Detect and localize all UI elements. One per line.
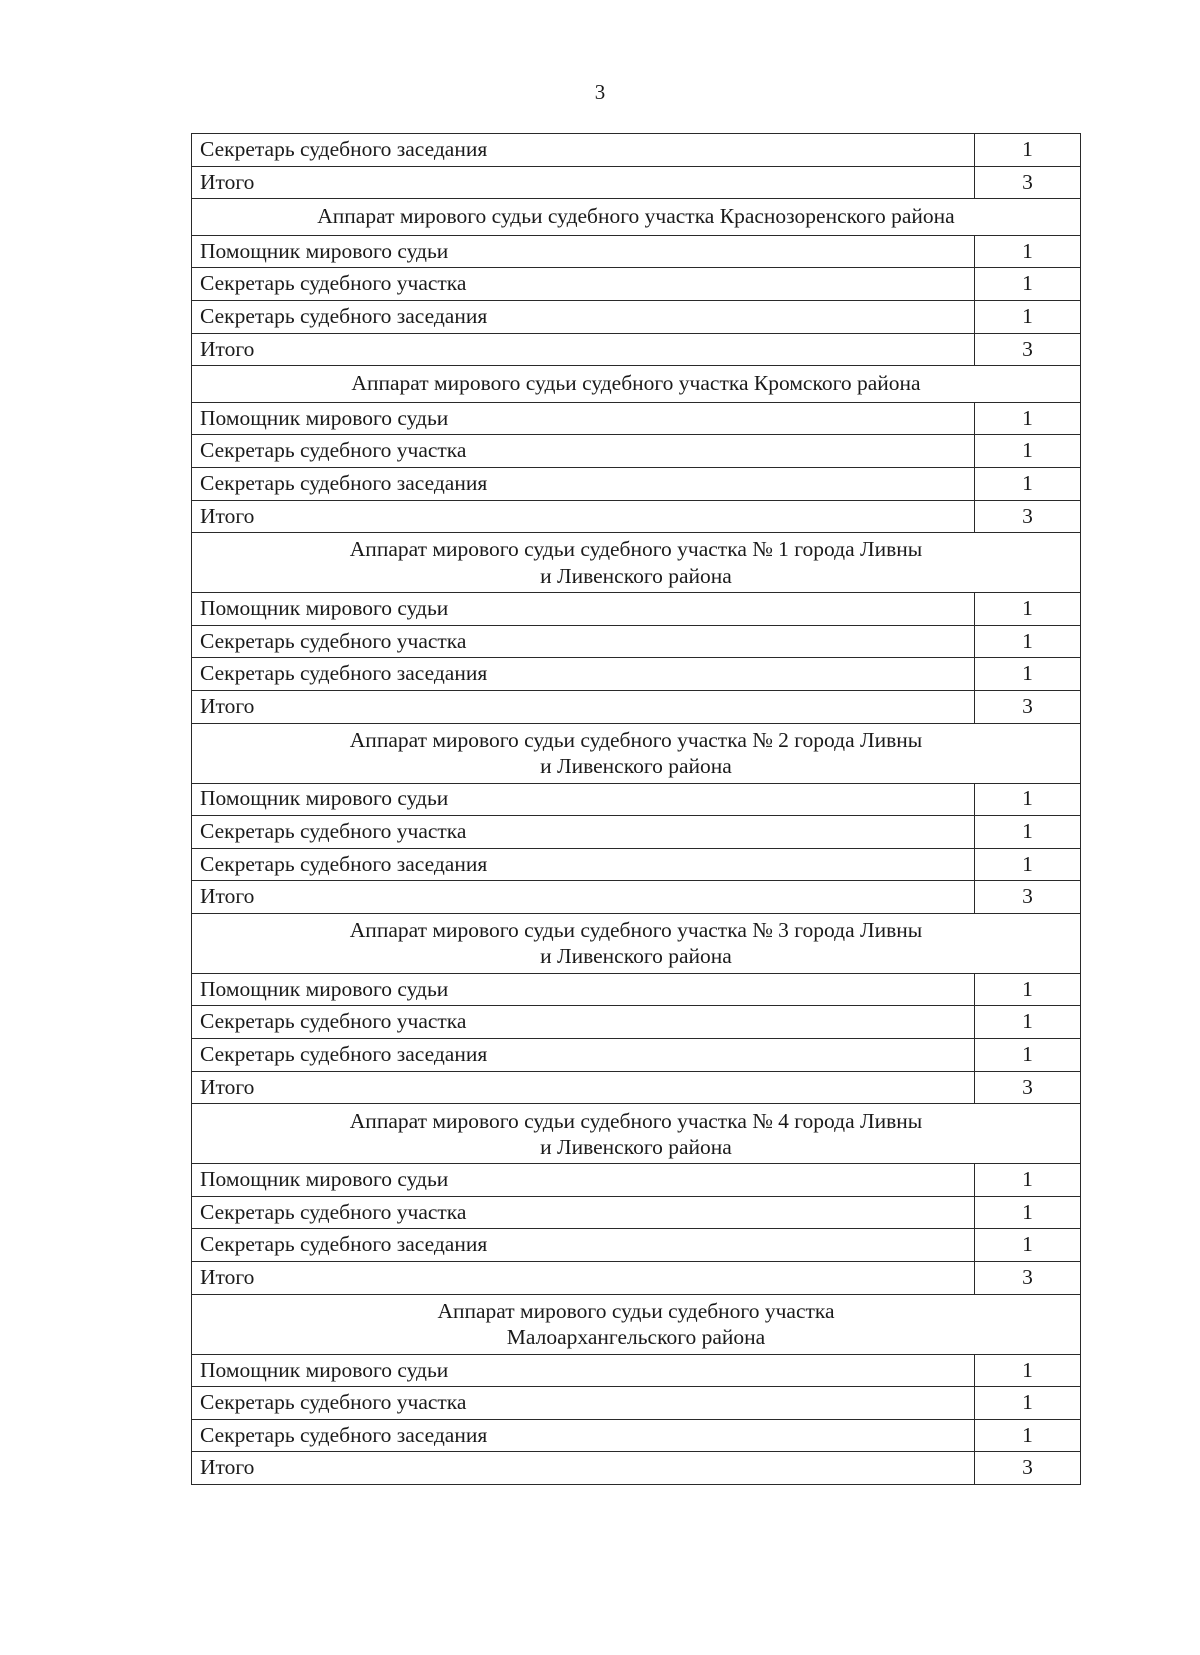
page-number: 3 (594, 80, 606, 104)
position-row (192, 467, 1081, 500)
position-name: Секретарь судебного участка (192, 625, 975, 658)
position-row (192, 783, 1081, 816)
position-count: 1 (975, 848, 1081, 881)
total-count: 3 (975, 1071, 1081, 1104)
section-header-row (192, 366, 1081, 403)
section-header-row (192, 723, 1081, 783)
position-count: 1 (975, 435, 1081, 468)
position-name: Секретарь судебного участка (192, 435, 975, 468)
position-count: 1 (975, 1164, 1081, 1197)
total-count: 3 (975, 1262, 1081, 1295)
section-title: Аппарат мирового судьи судебного участка № 4 города Ливны и Ливенского района (192, 1104, 1081, 1164)
staff-table-body (192, 134, 1081, 1485)
position-name: Секретарь судебного заседания (192, 1419, 975, 1452)
position-row (192, 402, 1081, 435)
position-count: 1 (975, 467, 1081, 500)
section-header-row (192, 1104, 1081, 1164)
position-row (192, 848, 1081, 881)
total-label: Итого (192, 333, 975, 366)
total-label: Итого (192, 690, 975, 723)
section-title: Аппарат мирового судьи судебного участка Малоархангельского района (192, 1294, 1081, 1354)
total-label: Итого (192, 166, 975, 199)
section-header-row (192, 199, 1081, 236)
position-count: 1 (975, 1387, 1081, 1420)
section-header-row (192, 913, 1081, 973)
total-row (192, 1071, 1081, 1104)
position-count: 1 (975, 134, 1081, 167)
section-title: Аппарат мирового судьи судебного участка № 2 города Ливны и Ливенского района (192, 723, 1081, 783)
position-count: 1 (975, 1354, 1081, 1387)
position-count: 1 (975, 593, 1081, 626)
total-count: 3 (975, 500, 1081, 533)
position-name: Секретарь судебного заседания (192, 848, 975, 881)
staff-table (191, 133, 1081, 1485)
position-name: Помощник мирового судьи (192, 1354, 975, 1387)
total-label: Итого (192, 1262, 975, 1295)
position-row (192, 1196, 1081, 1229)
position-name: Секретарь судебного заседания (192, 1039, 975, 1072)
total-label: Итого (192, 500, 975, 533)
position-count: 1 (975, 1039, 1081, 1072)
position-name: Секретарь судебного участка (192, 816, 975, 849)
total-count: 3 (975, 1452, 1081, 1485)
position-name: Секретарь судебного заседания (192, 300, 975, 333)
position-row (192, 1039, 1081, 1072)
position-row (192, 435, 1081, 468)
position-name: Секретарь судебного заседания (192, 467, 975, 500)
total-count: 3 (975, 333, 1081, 366)
total-row (192, 881, 1081, 914)
position-count: 1 (975, 402, 1081, 435)
position-row (192, 1164, 1081, 1197)
position-count: 1 (975, 235, 1081, 268)
position-row (192, 593, 1081, 626)
position-count: 1 (975, 973, 1081, 1006)
position-count: 1 (975, 1006, 1081, 1039)
position-count: 1 (975, 816, 1081, 849)
position-row (192, 658, 1081, 691)
position-name: Секретарь судебного заседания (192, 134, 975, 167)
position-row (192, 235, 1081, 268)
total-label: Итого (192, 1452, 975, 1485)
position-count: 1 (975, 300, 1081, 333)
position-row (192, 300, 1081, 333)
total-row (192, 500, 1081, 533)
total-row (192, 1262, 1081, 1295)
position-row (192, 973, 1081, 1006)
total-row (192, 1452, 1081, 1485)
total-row (192, 690, 1081, 723)
position-row (192, 1354, 1081, 1387)
position-name: Помощник мирового судьи (192, 593, 975, 626)
position-row (192, 1229, 1081, 1262)
position-name: Секретарь судебного участка (192, 1006, 975, 1039)
section-title: Аппарат мирового судьи судебного участка № 3 города Ливны и Ливенского района (192, 913, 1081, 973)
position-row (192, 1006, 1081, 1039)
position-count: 1 (975, 1419, 1081, 1452)
total-count: 3 (975, 881, 1081, 914)
position-row (192, 134, 1081, 167)
position-name: Помощник мирового судьи (192, 402, 975, 435)
total-count: 3 (975, 166, 1081, 199)
position-row (192, 625, 1081, 658)
position-name: Секретарь судебного заседания (192, 1229, 975, 1262)
position-row (192, 1387, 1081, 1420)
position-count: 1 (975, 625, 1081, 658)
total-label: Итого (192, 881, 975, 914)
section-header-row (192, 533, 1081, 593)
section-header-row (192, 1294, 1081, 1354)
total-count: 3 (975, 690, 1081, 723)
position-count: 1 (975, 1229, 1081, 1262)
total-label: Итого (192, 1071, 975, 1104)
section-title: Аппарат мирового судьи судебного участка Краснозоренского района (192, 199, 1081, 236)
position-row (192, 268, 1081, 301)
position-name: Секретарь судебного участка (192, 1196, 975, 1229)
position-row (192, 1419, 1081, 1452)
position-count: 1 (975, 1196, 1081, 1229)
position-count: 1 (975, 783, 1081, 816)
position-count: 1 (975, 268, 1081, 301)
position-name: Секретарь судебного участка (192, 268, 975, 301)
position-name: Секретарь судебного участка (192, 1387, 975, 1420)
position-name: Помощник мирового судьи (192, 1164, 975, 1197)
position-name: Помощник мирового судьи (192, 783, 975, 816)
position-row (192, 816, 1081, 849)
section-title: Аппарат мирового судьи судебного участка № 1 города Ливны и Ливенского района (192, 533, 1081, 593)
position-count: 1 (975, 658, 1081, 691)
position-name: Секретарь судебного заседания (192, 658, 975, 691)
total-row (192, 166, 1081, 199)
position-name: Помощник мирового судьи (192, 973, 975, 1006)
position-name: Помощник мирового судьи (192, 235, 975, 268)
section-title: Аппарат мирового судьи судебного участка Кромского района (192, 366, 1081, 403)
total-row (192, 333, 1081, 366)
